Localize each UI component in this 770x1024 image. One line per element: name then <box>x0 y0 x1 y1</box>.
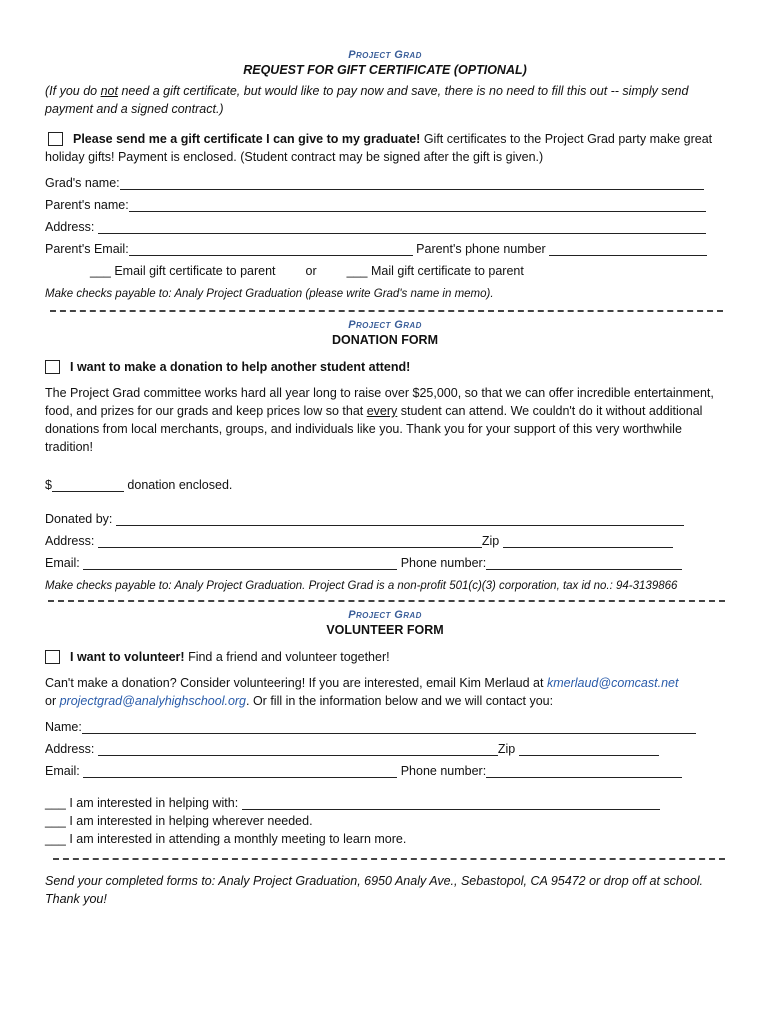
parent-contact-row <box>45 238 725 260</box>
donated-by-label: Donated by: <box>45 512 113 526</box>
parents-name-row <box>45 194 725 216</box>
project-grad-heading: Project Grad <box>348 319 422 331</box>
volunteer-contact-row <box>45 760 725 782</box>
parent-phone-label: Parent's phone number <box>416 242 546 256</box>
donation-checkbox-row <box>45 358 725 376</box>
gift-checkbox-text: Gift certificates to the Project Grad party make great holiday gifts! Payment is enclosed. (Student contract may be signed after the gift is given.) <box>45 132 713 164</box>
parents-name-field[interactable] <box>129 197 706 212</box>
footer-instructions: Send your completed forms to: Analy Project Graduation, 6950 Analy Ave., Sebastopol, CA 95472 or drop off at school. Thank you! <box>45 874 704 906</box>
gift-address-row <box>45 216 725 238</box>
donation-amount-field[interactable] <box>52 477 124 492</box>
volunteer-name-field[interactable] <box>82 719 696 734</box>
volunteer-email-field[interactable] <box>83 763 397 778</box>
grads-name-row <box>45 172 725 194</box>
gift-checks-note: Make checks payable to: Analy Project Graduation (please write Grad's name in memo). <box>45 288 494 300</box>
donation-phone-field[interactable] <box>486 555 682 570</box>
mail-option-blank[interactable]: ___ <box>346 264 368 278</box>
gift-certificate-section <box>45 48 725 302</box>
gift-form-title: REQUEST FOR GIFT CERTIFICATE (OPTIONAL) <box>243 63 527 77</box>
or-label: or <box>305 264 317 278</box>
grads-name-field[interactable] <box>120 175 704 190</box>
donation-checkbox[interactable] <box>45 360 60 374</box>
every-emphasis: every <box>366 404 398 418</box>
delivery-option-row <box>45 260 725 282</box>
mail-option-label: Mail gift certificate to parent <box>371 264 524 278</box>
donation-phone-label: Phone number: <box>400 556 487 570</box>
donation-amount-row <box>45 474 725 496</box>
interest-helping-blank[interactable]: ___ <box>45 796 66 810</box>
donation-form-title: DONATION FORM <box>331 333 438 347</box>
donation-email-field[interactable] <box>83 555 397 570</box>
donated-by-row <box>45 508 725 530</box>
volunteer-address-row <box>45 738 725 760</box>
donation-zip-label: Zip <box>481 534 500 548</box>
volunteer-checkbox-row <box>45 648 725 666</box>
donation-enclosed-label: donation enclosed. <box>123 478 233 492</box>
parent-email-label: Parent's Email: <box>45 242 129 256</box>
donation-section <box>45 318 725 594</box>
volunteer-email-label: Email: <box>45 764 80 778</box>
volunteer-checkbox-text: Find a friend and volunteer together! <box>184 650 390 664</box>
gift-checkbox-label: Please send me a gift certificate I can give to my graduate! <box>73 132 421 146</box>
donation-email-label: Email: <box>45 556 80 570</box>
project-grad-heading: Project Grad <box>348 609 422 621</box>
donation-address-field[interactable] <box>98 533 482 548</box>
grads-name-label: Grad's name: <box>45 176 120 190</box>
dollar-sign: $ <box>45 478 52 492</box>
volunteer-phone-label: Phone number: <box>400 764 487 778</box>
volunteer-name-label: Name: <box>45 720 82 734</box>
gift-intro: (If you do not need a gift certificate, but would like to pay now and save, there is no need to fill this out -- simply send payment and a signed contract.) <box>45 84 689 116</box>
donation-checks-note: Make checks payable to: Analy Project Graduation. Project Grad is a non-profit 501(c)(3) corporation, tax id no.: 94-3139866 <box>45 580 678 592</box>
donated-by-field[interactable] <box>116 511 684 526</box>
gift-certificate-checkbox[interactable] <box>48 132 63 146</box>
donation-address-row <box>45 530 725 552</box>
volunteer-name-row <box>45 716 725 738</box>
kmerlaud-email-link[interactable]: kmerlaud@comcast.net <box>546 676 679 690</box>
interest-wherever-row <box>45 812 725 830</box>
volunteer-phone-field[interactable] <box>486 763 682 778</box>
interest-helping-label: I am interested in helping with: <box>69 796 239 810</box>
donation-address-label: Address: <box>45 534 95 548</box>
volunteer-zip-label: Zip <box>497 742 516 756</box>
volunteer-section <box>45 608 725 848</box>
gift-address-field[interactable] <box>98 219 706 234</box>
parent-phone-field[interactable] <box>549 241 707 256</box>
volunteer-paragraph: Can't make a donation? Consider volunteering! If you are interested, email Kim Merlaud at kmerlaud@comcast.net or projectgrad@analyhighschool.org. Or fill in the information below and we will contact you: <box>45 676 679 708</box>
volunteer-address-label: Address: <box>45 742 95 756</box>
intro-not-emphasis: not <box>100 84 118 98</box>
document-page <box>45 48 725 908</box>
volunteer-checkbox-label: I want to volunteer! <box>70 650 185 664</box>
interest-helping-with-row <box>45 794 725 812</box>
gift-address-label: Address: <box>45 220 95 234</box>
interest-meeting-blank[interactable]: ___ <box>45 832 66 846</box>
projectgrad-email-link[interactable]: projectgrad@analyhighschool.org <box>59 694 247 708</box>
volunteer-form-title: VOLUNTEER FORM <box>326 623 444 637</box>
interest-meeting-label: I am interested in attending a monthly meeting to learn more. <box>69 832 407 846</box>
email-option-blank[interactable]: ___ <box>90 264 111 278</box>
interest-helping-field[interactable] <box>242 795 660 810</box>
donation-contact-row <box>45 552 725 574</box>
interest-wherever-blank[interactable]: ___ <box>45 814 66 828</box>
donation-paragraph: The Project Grad committee works hard all year long to raise over $25,000, so that we can offer incredible entertainment, food, and prizes for our grads and keep prices low so that every student can attend. We couldn't do it without additional donations from local merchants, groups, and individuals like you. Thank you for your support of this very worthwhile tradition! <box>45 386 714 454</box>
interest-meeting-row <box>45 830 725 848</box>
parents-name-label: Parent's name: <box>45 198 129 212</box>
donation-zip-field[interactable] <box>503 533 673 548</box>
volunteer-zip-field[interactable] <box>519 741 659 756</box>
gift-checkbox-row <box>45 130 725 166</box>
interest-wherever-label: I am interested in helping wherever needed. <box>69 814 313 828</box>
email-option-label: Email gift certificate to parent <box>114 264 276 278</box>
donation-checkbox-label: I want to make a donation to help another student attend! <box>70 360 411 374</box>
parent-email-field[interactable] <box>129 241 413 256</box>
volunteer-checkbox[interactable] <box>45 650 60 664</box>
volunteer-address-field[interactable] <box>98 741 498 756</box>
project-grad-heading: Project Grad <box>348 49 422 61</box>
